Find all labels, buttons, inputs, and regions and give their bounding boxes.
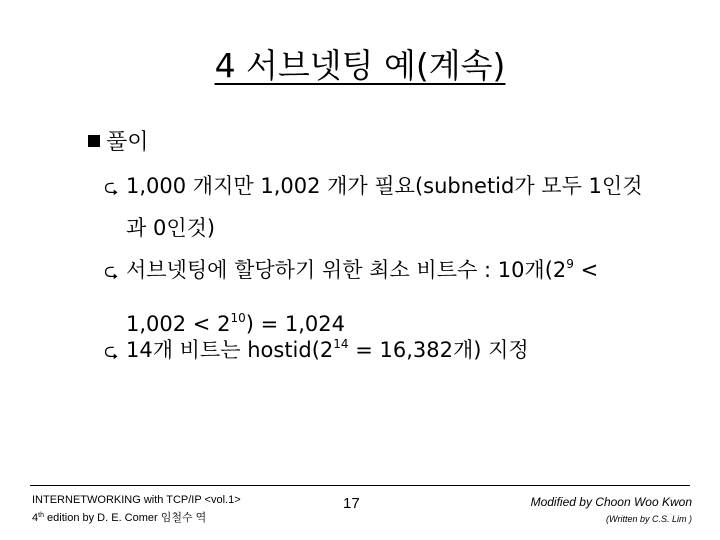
list-item-3 <box>104 330 529 372</box>
page-number: 17 <box>343 495 360 512</box>
footer-citation-line1: INTERNETWORKING with TCP/IP <vol.1> <box>32 494 241 506</box>
footer-citation-line2 <box>32 508 241 526</box>
list-item-2-line1-post: < <box>573 258 599 282</box>
section-heading <box>88 128 149 158</box>
footer-edition-suffix: th <box>38 512 44 519</box>
list-item-2-line2-pre: 1,002 < 2 <box>126 312 231 336</box>
list-item-1 <box>104 166 642 248</box>
curved-arrow-icon: ⮎ <box>104 261 119 282</box>
page-title-text: 4 서브넷팅 예(계속) <box>214 46 506 85</box>
footer-credits <box>531 494 692 526</box>
footer-written-by: (Written by C.S. Lim ) <box>605 514 692 524</box>
footer-modified-by: Modified by Choon Woo Kwon <box>530 495 692 509</box>
black-square-icon <box>88 135 100 147</box>
section-label: 풀이 <box>106 130 149 155</box>
footer-edition-number: 4 <box>32 512 39 524</box>
footer-edition-rest: edition by D. E. Comer 임철수 역 <box>43 512 207 524</box>
list-item-1-line2: 과 0인것) <box>126 216 216 240</box>
page-title <box>0 46 720 86</box>
list-item-3-post: = 16,382개) 지정 <box>348 338 529 362</box>
list-item-3-pre: 14개 비트는 hostid(2 <box>126 338 334 362</box>
list-item-1-line1: 1,000 개지만 1,002 개가 필요(subnetid가 모두 1인것 <box>126 174 643 198</box>
list-item-2-line2-sup: 10 <box>230 311 246 325</box>
curved-arrow-icon: ⮎ <box>104 341 119 362</box>
list-item-3-sup: 14 <box>333 337 349 351</box>
list-item-2-line2-post: ) = 1,024 <box>245 312 345 336</box>
footer-divider <box>30 485 690 486</box>
list-item-2-line1-sup: 9 <box>566 257 574 271</box>
list-item-2-line1-pre: 서브넷팅에 할당하기 위한 최소 비트수 : 10개(2 <box>126 258 567 282</box>
curved-arrow-icon: ⮎ <box>104 177 119 198</box>
footer-citation <box>32 492 241 526</box>
